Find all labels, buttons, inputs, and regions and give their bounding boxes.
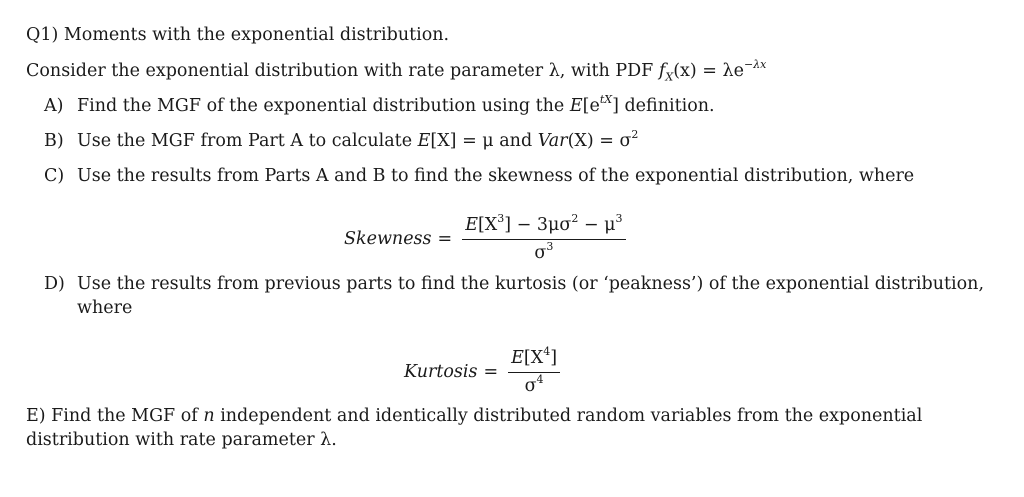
skewness-equals: = (437, 229, 453, 249)
part-a-bracket-close: ] (612, 96, 619, 116)
kurtosis-den-sup: 4 (536, 373, 544, 387)
part-b-e1-rest: [X] = μ (430, 131, 494, 151)
skewness-formula (344, 214, 626, 264)
part-a (44, 95, 715, 117)
skewness-num-mid: ] − 3μσ (504, 215, 572, 235)
part-e (26, 405, 922, 427)
skewness-num-open: [X (477, 215, 498, 235)
part-a-text: Find the MGF of the exponential distribution using the (77, 96, 570, 116)
part-b-mid: and (493, 131, 538, 151)
part-b-text: Use the MGF from Part A to calculate (77, 131, 418, 151)
part-c (44, 165, 914, 187)
part-c-text: Use the results from Parts A and B to find the skewness of the exponential distribution, where (77, 166, 915, 186)
kurtosis-num-e: E (511, 348, 524, 368)
part-c-letter: C) (44, 166, 65, 186)
part-d-letter: D) (44, 274, 65, 294)
question-title-text: Q1) Moments with the exponential distribution. (26, 25, 450, 45)
skewness-num-sup1: 3 (497, 212, 505, 226)
kurtosis-fraction (508, 347, 560, 397)
part-a-bracket-open: [e (582, 96, 600, 116)
kurtosis-label: Kurtosis (404, 362, 478, 382)
kurtosis-num-sup: 4 (543, 345, 551, 359)
part-e-n: n (203, 406, 215, 426)
part-e-continued (26, 429, 337, 451)
skewness-fraction (462, 214, 625, 264)
kurtosis-numerator (508, 347, 560, 373)
part-d (44, 273, 984, 295)
part-b-var: Var (537, 131, 568, 151)
part-a-sup: tX (599, 93, 613, 107)
kurtosis-num-open: [X (523, 348, 544, 368)
skewness-num-sup3: 3 (615, 212, 623, 226)
question-title (26, 24, 449, 46)
part-d-text-line1: Use the results from previous parts to find the kurtosis (or ‘peakness’) of the exponential distribution, (77, 274, 985, 294)
part-a-letter: A) (44, 96, 64, 116)
kurtosis-formula (404, 347, 560, 397)
part-b-letter: B) (44, 131, 64, 151)
skewness-num-mid2: − μ (578, 215, 616, 235)
intro-text: Consider the exponential distribution with rate parameter λ, with PDF (26, 61, 659, 81)
part-b-var-rest: (X) = σ (567, 131, 632, 151)
part-e-line1-a: E) Find the MGF of (26, 406, 204, 426)
skewness-num-sup2: 2 (571, 212, 579, 226)
part-a-expect: E (569, 96, 583, 116)
skewness-denominator (534, 240, 553, 264)
skewness-den: σ (534, 243, 547, 263)
pdf-sup: −λx (743, 58, 767, 72)
part-b-var-sup: 2 (631, 128, 639, 142)
skewness-num-e: E (465, 215, 478, 235)
kurtosis-den: σ (524, 376, 537, 396)
pdf-sub: X (665, 70, 674, 84)
part-e-line1-b: independent and identically distributed random variables from the exponential (214, 406, 923, 426)
kurtosis-equals: = (483, 362, 499, 382)
kurtosis-denominator (525, 373, 544, 397)
skewness-numerator (462, 214, 625, 240)
part-b (44, 130, 638, 152)
part-d-text-line2: where (77, 298, 133, 318)
skewness-label: Skewness (344, 229, 432, 249)
part-b-e1: E (417, 131, 431, 151)
part-e-line2: distribution with rate parameter λ. (26, 430, 337, 450)
skewness-den-sup: 3 (546, 240, 554, 254)
intro-line (26, 60, 766, 82)
part-d-continued (77, 297, 132, 319)
pdf-arg: (x) = λe (673, 61, 744, 81)
kurtosis-num-close: ] (550, 348, 558, 368)
part-a-text-after: definition. (618, 96, 715, 116)
pdf-lhs: f (658, 61, 666, 81)
